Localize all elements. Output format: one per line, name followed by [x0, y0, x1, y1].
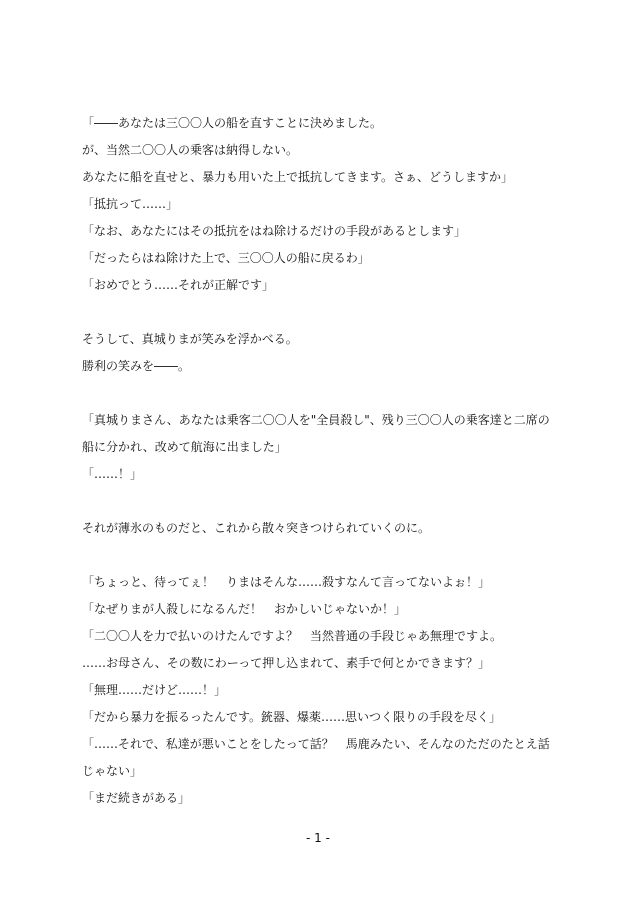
blank-line: [82, 542, 562, 569]
text-line: 「ちょっと、待ってぇ！ りまはそんな……殺すなんて言ってないよぉ！」: [82, 575, 491, 589]
text-line: 「……！」: [82, 467, 143, 481]
text-line: 「真城りまさん、あなたは乗客二〇〇人を"全員殺し"、残り三〇〇人の乗客達と二席の: [82, 413, 550, 427]
text-line: 「まだ続きがある」: [82, 791, 191, 805]
text-line: が、当然二〇〇人の乗客は納得しない。: [82, 143, 299, 157]
blank-line: [82, 299, 562, 326]
body-text: [82, 110, 562, 812]
text-line: 勝利の笑みを――。: [82, 359, 191, 373]
text-line: 「無理……だけど……！」: [82, 683, 227, 697]
text-line: 「――あなたは三〇〇人の船を直すことに決めました。: [82, 116, 383, 130]
text-line: 「おめでとう……それが正解です」: [82, 278, 275, 292]
text-line: 「だったらはね除けた上で、三〇〇人の船に戻るわ」: [82, 251, 370, 265]
text-line: 「二〇〇人を力で払いのけたんですよ？ 当然普通の手段じゃあ無理ですよ。: [82, 629, 503, 643]
text-line: 「だから暴力を振るったんです。銃器、爆薬……思いつく限りの手段を尽く」: [82, 710, 502, 724]
text-line: 「なぜりまが人殺しになるんだ！ おかしいじゃないか！」: [82, 602, 407, 616]
text-line: じゃない」: [82, 764, 143, 778]
blank-line: [82, 488, 562, 515]
text-line: そうして、真城りまが笑みを浮かべる。: [82, 332, 298, 346]
text-line: 「なお、あなたにはその抵抗をはね除けるだけの手段があるとします」: [82, 224, 467, 238]
text-line: ……お母さん、その数にわーって押し込まれて、素手で何とかできます？」: [82, 656, 491, 670]
page-number: - 1 -: [306, 831, 330, 845]
text-line: 「……それで、私達が悪いことをしたって話？ 馬鹿みたい、そんなのただのたとえ話: [82, 737, 550, 751]
text-line: それが薄氷のものだと、これから散々突きつけられていくのに。: [82, 521, 431, 535]
text-line: あなたに船を直せと、暴力も用いた上で抵抗してきます。さぁ、どうしますか」: [82, 170, 514, 184]
blank-line: [82, 380, 562, 407]
text-line: 「抵抗って……」: [82, 197, 179, 211]
text-line: 船に分かれ、改めて航海に出ました」: [82, 440, 287, 454]
